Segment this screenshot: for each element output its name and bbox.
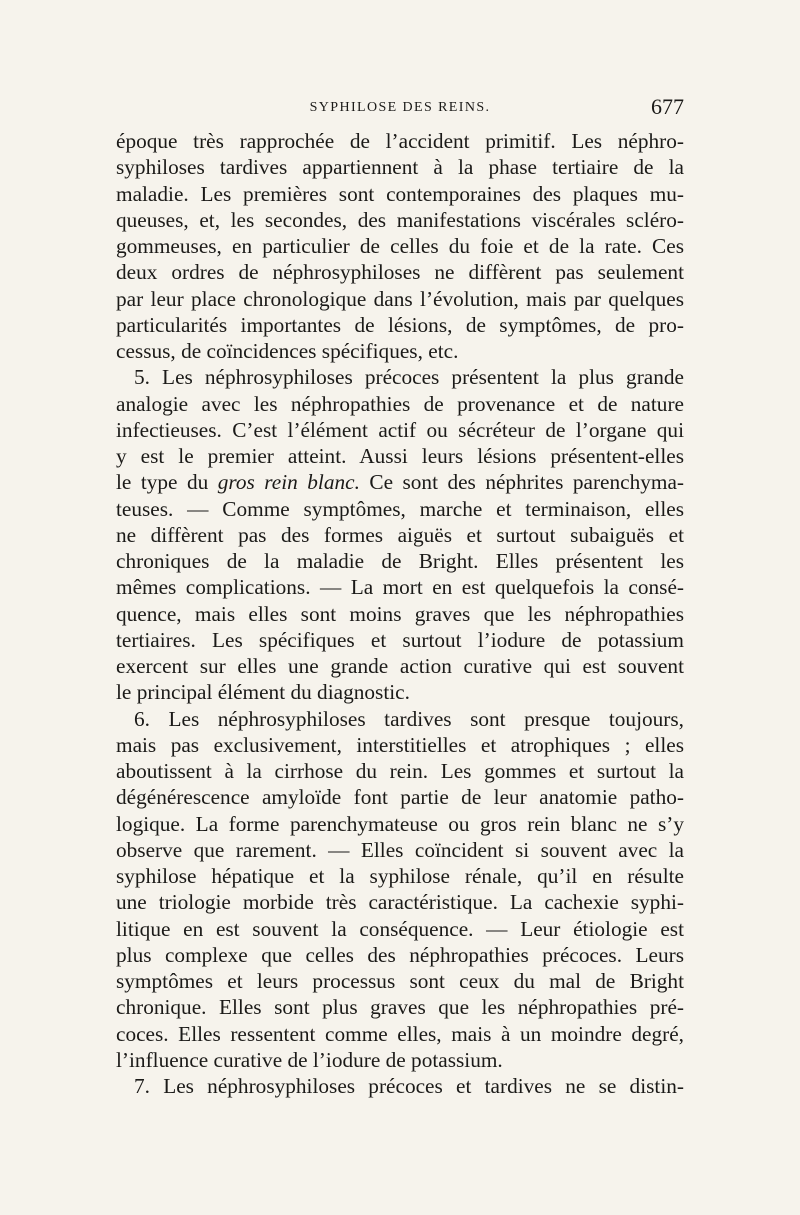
page-number: 677 bbox=[651, 94, 684, 119]
text-line: teuses. — Comme symptômes, marche et terminaison, elles bbox=[116, 496, 684, 521]
text-line: analogie avec les néphropathies de provenance et de nature bbox=[116, 391, 684, 416]
text-line: une triologie morbide très caractéristique. La cachexie syphi- bbox=[116, 890, 684, 915]
text-line: coces. Elles ressentent comme elles, mais à un moindre degré, bbox=[116, 1021, 684, 1046]
text-segment: Ce sont des néphrites parenchyma- bbox=[359, 470, 684, 495]
text-line: gommeuses, en particulier de celles du foie et de la rate. Ces bbox=[116, 234, 684, 258]
text-line: dégénérescence amyloïde font partie de leur anatomie patho- bbox=[116, 785, 684, 810]
text-line: mais pas exclusivement, interstitielles et atrophiques ; elles bbox=[116, 732, 684, 757]
text-line: litique en est souvent la conséquence. — Leur étiologie est bbox=[116, 916, 684, 941]
text-line: mêmes complications. — La mort en est quelquefois la consé- bbox=[116, 575, 684, 600]
text-line: particularités importantes de lésions, de symptômes, de pro- bbox=[116, 312, 684, 337]
text-line: chroniques de la maladie de Bright. Elles présentent les bbox=[116, 549, 684, 573]
text-line bbox=[116, 469, 684, 495]
text-line: époque très rapprochée de l’accident primitif. Les néphro- bbox=[116, 129, 684, 153]
text-line: tertiaires. Les spécifiques et surtout l’iodure de potassium bbox=[116, 627, 684, 652]
text-line: maladie. Les premières sont contemporaines des plaques mu- bbox=[116, 181, 684, 206]
text-line: le principal élément du diagnostic. bbox=[116, 680, 410, 705]
body-text bbox=[116, 128, 684, 1099]
text-line: l’influence curative de l’iodure de potassium. bbox=[116, 1047, 503, 1072]
text-line: quence, mais elles sont moins graves que les néphropathies bbox=[116, 601, 684, 626]
text-line: observe que rarement. — Elles coïncident si souvent avec la bbox=[116, 837, 684, 862]
text-line: y est le premier atteint. Aussi leurs lésions présentent-elles bbox=[116, 444, 684, 468]
text-line: 7. Les néphrosyphiloses précoces et tardives ne se distin- bbox=[134, 1074, 684, 1098]
text-line: 6. Les néphrosyphiloses tardives sont presque toujours, bbox=[134, 706, 684, 731]
text-line: chronique. Elles sont plus graves que les néphropathies pré- bbox=[116, 995, 684, 1020]
text-line: logique. La forme parenchymateuse ou gros rein blanc ne s’y bbox=[116, 811, 684, 836]
text-line: syphilose hépatique et la syphilose rénale, qu’il en résulte bbox=[116, 864, 684, 888]
running-title: SYPHILOSE DES REINS. bbox=[309, 100, 491, 115]
text-line: ne diffèrent pas des formes aiguës et surtout subaiguës et bbox=[116, 522, 684, 547]
text-line: 5. Les néphrosyphiloses précoces présentent la plus grande bbox=[134, 365, 684, 390]
text-line: syphiloses tardives appartiennent à la phase tertiaire de la bbox=[116, 155, 684, 180]
italic-term: gros rein blanc. bbox=[217, 470, 360, 495]
text-line: plus complexe que celles des néphropathies précoces. Leurs bbox=[116, 942, 684, 967]
text-line: aboutissent à la cirrhose du rein. Les gommes et surtout la bbox=[116, 759, 684, 783]
text-line: par leur place chronologique dans l’évolution, mais par quelques bbox=[116, 286, 684, 311]
text-line: deux ordres de néphrosyphiloses ne diffèrent pas seulement bbox=[116, 260, 684, 285]
text-line: exercent sur elles une grande action curative qui est souvent bbox=[116, 654, 684, 678]
text-line: symptômes et leurs processus sont ceux du mal de Bright bbox=[116, 969, 684, 993]
text-line: queuses, et, les secondes, des manifestations viscérales scléro- bbox=[116, 207, 684, 232]
text-segment: le type du bbox=[116, 470, 218, 495]
text-line: cessus, de coïncidences spécifiques, etc. bbox=[116, 339, 459, 363]
page-header bbox=[116, 94, 684, 124]
text-line: infectieuses. C’est l’élément actif ou sécréteur de l’organe qui bbox=[116, 417, 684, 442]
